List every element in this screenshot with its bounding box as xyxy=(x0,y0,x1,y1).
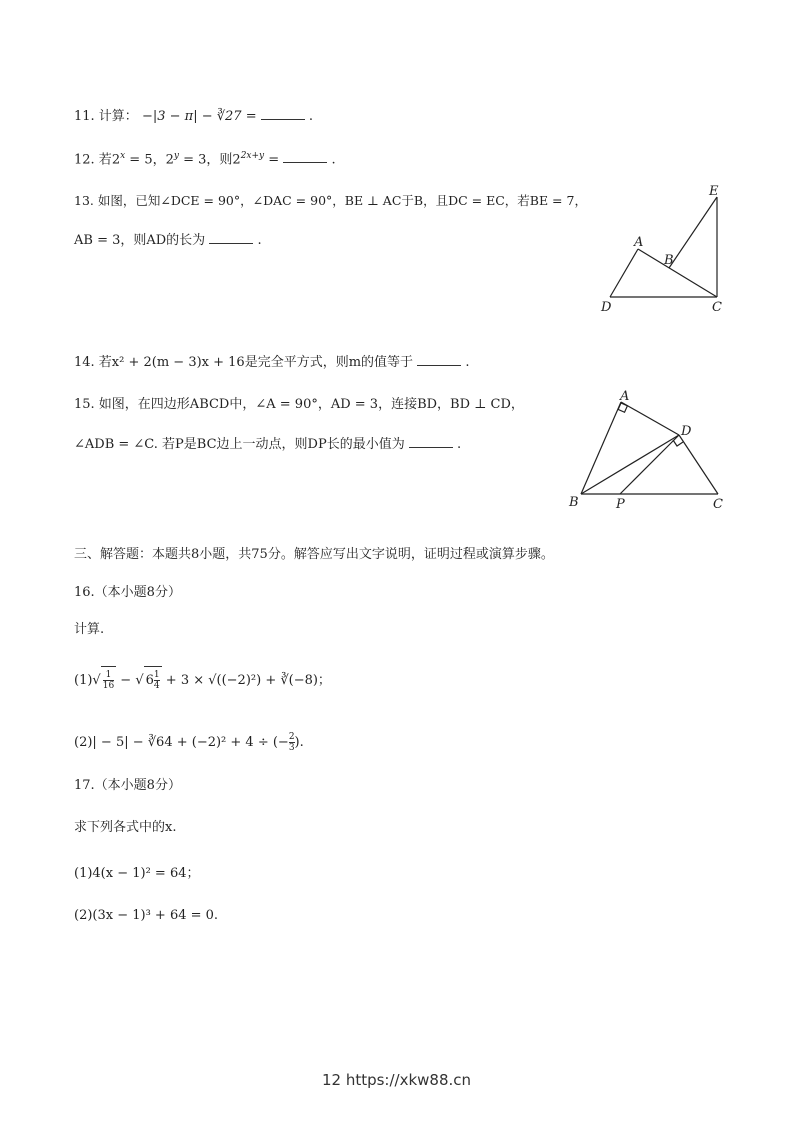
q12-part-6: = xyxy=(264,152,280,168)
q11-label: 11. 计算： xyxy=(74,109,138,124)
fig15-label-C: C xyxy=(713,497,723,512)
q12-part-2: = 5， xyxy=(125,152,166,168)
q12-base-2: 2 xyxy=(165,152,174,168)
question-16-part-2 xyxy=(74,729,304,757)
q12-exp-2: y xyxy=(173,151,179,161)
q16-p1-minus: − xyxy=(116,673,136,688)
q11-end: . xyxy=(308,109,314,124)
q14-answer-blank xyxy=(417,353,461,366)
question-16-instruction: 计算. xyxy=(74,622,105,637)
question-16-label: 16.（本小题8分） xyxy=(74,585,181,600)
q11-expression: −|3 − π| − ∛27 = xyxy=(141,109,257,124)
question-17-part-1: (1)4(x − 1)² = 64； xyxy=(74,866,200,881)
q12-exp-1: x xyxy=(120,151,126,161)
fig15-label-D: D xyxy=(681,424,692,439)
q12-base-3: 2 xyxy=(232,152,241,168)
question-17-part-2: (2)(3x − 1)³ + 64 = 0. xyxy=(74,908,219,923)
question-16-part-1: (1)√ $\frac{1}{16}$ − √ 6 $\frac{1}{4}$ + 3 × √((−2)²) + ∛(−8)； xyxy=(74,666,331,695)
q13-text: AB = 3，则AD的长为 xyxy=(74,233,206,248)
question-12 xyxy=(74,146,336,170)
q14-end: . xyxy=(465,355,470,370)
q16-p1-rest: + 3 × √((−2)²) + ∛(−8)； xyxy=(161,673,331,688)
question-15-line-2 xyxy=(74,435,461,455)
fig15-label-P: P xyxy=(616,497,625,512)
q12-part-4: = 3，则 xyxy=(178,152,233,168)
question-17-label: 17.（本小题8分） xyxy=(74,778,181,793)
fig15-label-A: A xyxy=(620,389,630,404)
q12-label: 12. 若 xyxy=(74,152,112,168)
question-14 xyxy=(74,353,469,373)
q16-p2-end: ). xyxy=(294,735,304,750)
q11-answer-blank xyxy=(261,107,305,120)
q16-mixed-whole: 6 xyxy=(145,673,154,688)
q15-answer-blank xyxy=(409,435,453,448)
fig13-label-C: C xyxy=(712,300,722,315)
q15-end: . xyxy=(457,437,462,452)
q13-end: . xyxy=(257,233,262,248)
q12-end: . xyxy=(331,152,336,168)
q15-text: ∠ADB = ∠C. 若P是BC边上一动点，则DP长的最小值为 xyxy=(74,437,405,452)
question-11 xyxy=(74,107,313,127)
q16-p2-text: (2)| − 5| − ∛64 + (−2)² + 4 ÷ (− xyxy=(74,735,289,750)
q16-p1-prefix: (1) xyxy=(74,673,93,688)
fig13-label-E: E xyxy=(709,184,719,199)
q12-exp-3: 2x+y xyxy=(240,151,265,161)
q12-base-1: 2 xyxy=(111,152,121,168)
question-13-line-2 xyxy=(74,231,262,251)
q16-frac-2: $\frac{1}{4}$ xyxy=(153,670,160,691)
fig13-label-A: A xyxy=(634,235,644,250)
q16-p2-frac: $\frac{2}{3}$ xyxy=(288,732,295,753)
fig15-label-B: B xyxy=(569,495,579,510)
q14-text: 14. 若x² + 2(m − 3)x + 16是完全平方式，则m的值等于 xyxy=(74,355,414,370)
figure-15-diagram xyxy=(565,385,735,520)
q16-frac-1: $\frac{1}{16}$ xyxy=(102,670,115,691)
section-3-heading: 三、解答题：本题共8小题，共75分。解答应写出文字说明，证明过程或演算步骤。 xyxy=(74,547,554,562)
q13-answer-blank xyxy=(209,231,253,244)
question-13-line-1: 13. 如图，已知∠DCE = 90°，∠DAC = 90°，BE ⊥ AC于B，且DC = EC，若BE = 7， xyxy=(74,193,587,208)
question-17-instruction: 求下列各式中的x. xyxy=(74,820,177,835)
page-footer: 12 https://xkw88.cn xyxy=(321,1071,472,1089)
fig13-label-B: B xyxy=(664,253,674,268)
figure-13-diagram xyxy=(595,180,735,320)
fig13-label-D: D xyxy=(601,300,612,315)
q12-answer-blank xyxy=(283,150,327,163)
question-15-line-1: 15. 如图，在四边形ABCD中，∠A = 90°，AD = 3，连接BD，BD ⊥ CD， xyxy=(74,397,524,412)
